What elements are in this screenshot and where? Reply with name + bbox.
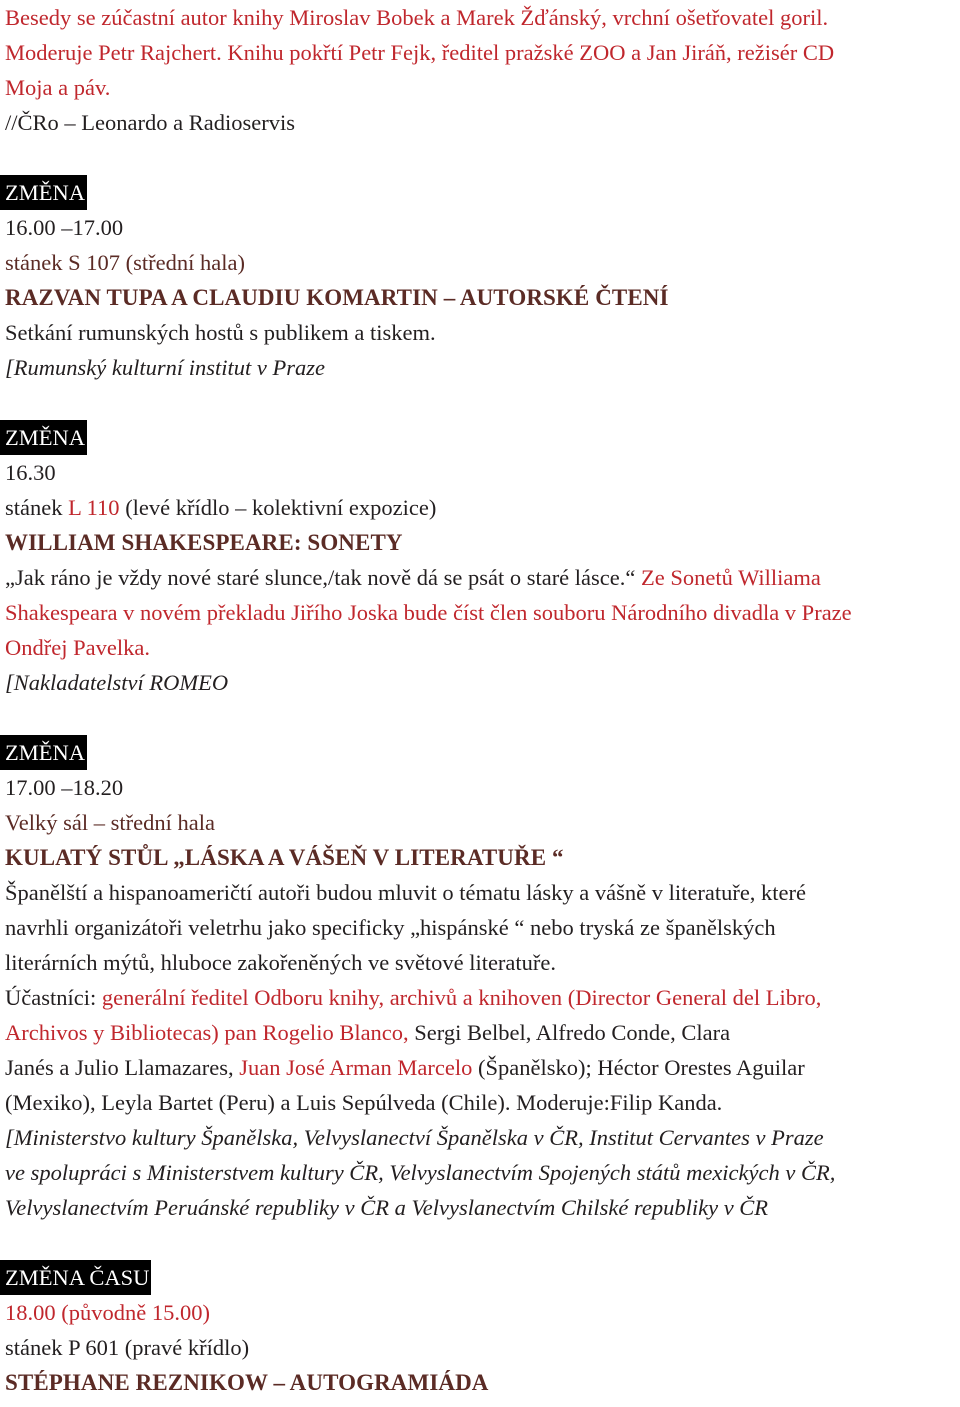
event1-location: stánek S 107 (střední hala) [5,250,245,275]
event4-block [5,1260,960,1295]
intro-line-1: Besedy se zúčastní autor knihy Miroslav Bobek a Marek Žďánský, vrchní ošetřovatel goril. [5,5,829,30]
event1-time: 16.00 –17.00 [5,215,124,240]
event1-description: Setkání rumunských hostů s publikem a tiskem. [5,320,436,345]
event3-participants-line-3 [5,1050,960,1085]
event2-desc-red: Ze Sonetů Williama [635,565,821,590]
event2-title: WILLIAM SHAKESPEARE: SONETY [5,530,403,555]
event2-time: 16.30 [5,460,56,485]
event1-organizer: [Rumunský kulturní institut v Praze [5,355,325,380]
event1-block [5,175,960,210]
event3-time: 17.00 –18.20 [5,775,124,800]
event3-organizer-line-2: ve spolupráci s Ministerstvem kultury ČR, Velvyslanectvím Spojených států mexických v ČR, [5,1160,836,1185]
change-badge: ZMĚNA [0,420,87,455]
spacer [5,140,960,175]
intro-line-2: Moderuje Petr Rajchert. Knihu pokřtí Petr Fejk, ředitel pražské ZOO a Jan Jiráň, režisér CD [5,40,835,65]
intro-line-3: Moja a páv. [5,75,111,100]
time-change-badge: ZMĚNA ČASU [0,1260,151,1295]
event3-title: KULATÝ STŮL „LÁSKA A VÁŠEŇ V LITERATUŘE “ [5,845,564,870]
event1-title: RAZVAN TUPA A CLAUDIU KOMARTIN – AUTORSKÉ ČTENÍ [5,285,669,310]
event3-participants-line-2 [5,1015,960,1050]
event2-desc-line-2: Shakespeara v novém překladu Jiřího Joska bude číst člen souboru Národního divadla v Praze [5,600,852,625]
event3-participants-line-4: (Mexiko), Leyla Bartet (Peru) a Luis Sepúlveda (Chile). Moderuje:Filip Kanda. [5,1090,723,1115]
participants-line-3a: Janés a Julio Llamazares, [5,1055,240,1080]
event3-desc-line-2: navrhli organizátoři veletrhu jako specificky „hispánské “ nebo tryská ze španělských [5,915,776,940]
location-prefix: stánek [5,495,69,520]
spacer [5,1225,960,1260]
event3-desc-line-1: Španělští a hispanoameričtí autoři budou mluvit o tématu lásky a vášně v literatuře, které [5,880,807,905]
event3-desc-line-3: literárních mýtů, hluboce zakořeněných ve světové literatuře. [5,950,557,975]
event4-location: stánek P 601 (pravé křídlo) [5,1335,250,1360]
event4-title: STÉPHANE REZNIKOW – AUTOGRAMIÁDA [5,1370,489,1395]
event3-participants-line-1 [5,980,960,1015]
event2-desc-line-1 [5,560,960,595]
location-suffix: (levé křídlo – kolektivní expozice) [119,495,437,520]
spacer [5,700,960,735]
event3-block [5,735,960,770]
participants-red-1: generální ředitel Odboru knihy, archivů a knihoven (Director General del Libro, [96,985,822,1010]
spacer [5,385,960,420]
participants-label: Účastníci: [5,985,97,1010]
event2-block [5,420,960,455]
event4-time: 18.00 (původně 15.00) [5,1300,210,1325]
event2-location [5,490,960,525]
participants-rest-2: Sergi Belbel, Alfredo Conde, Clara [408,1020,731,1045]
event3-organizer-line-1: [Ministerstvo kultury Španělska, Velvyslanectví Španělska v ČR, Institut Cervantes v Praze [5,1125,824,1150]
participants-red-2: Archivos y Bibliotecas) pan Rogelio Blanco, [5,1020,409,1045]
location-code: L 110 [68,495,120,520]
event3-organizer-line-3: Velvyslanectvím Peruánské republiky v ČR a Velvyslanectvím Chilské republiky v ČR [5,1195,769,1220]
event2-desc-line-3: Ondřej Pavelka. [5,635,150,660]
intro-organizer: //ČRo – Leonardo a Radioservis [5,110,295,135]
event2-organizer: [Nakladatelství ROMEO [5,670,229,695]
participants-line-3-red: Juan José Arman Marcelo [239,1055,473,1080]
event3-location: Velký sál – střední hala [5,810,215,835]
participants-line-3b: (Španělsko); Héctor Orestes Aguilar [472,1055,805,1080]
change-badge: ZMĚNA [0,735,87,770]
event2-quote: „Jak ráno je vždy nové staré slunce,/tak nově dá se psát o staré lásce.“ [5,565,636,590]
change-badge: ZMĚNA [0,175,87,210]
